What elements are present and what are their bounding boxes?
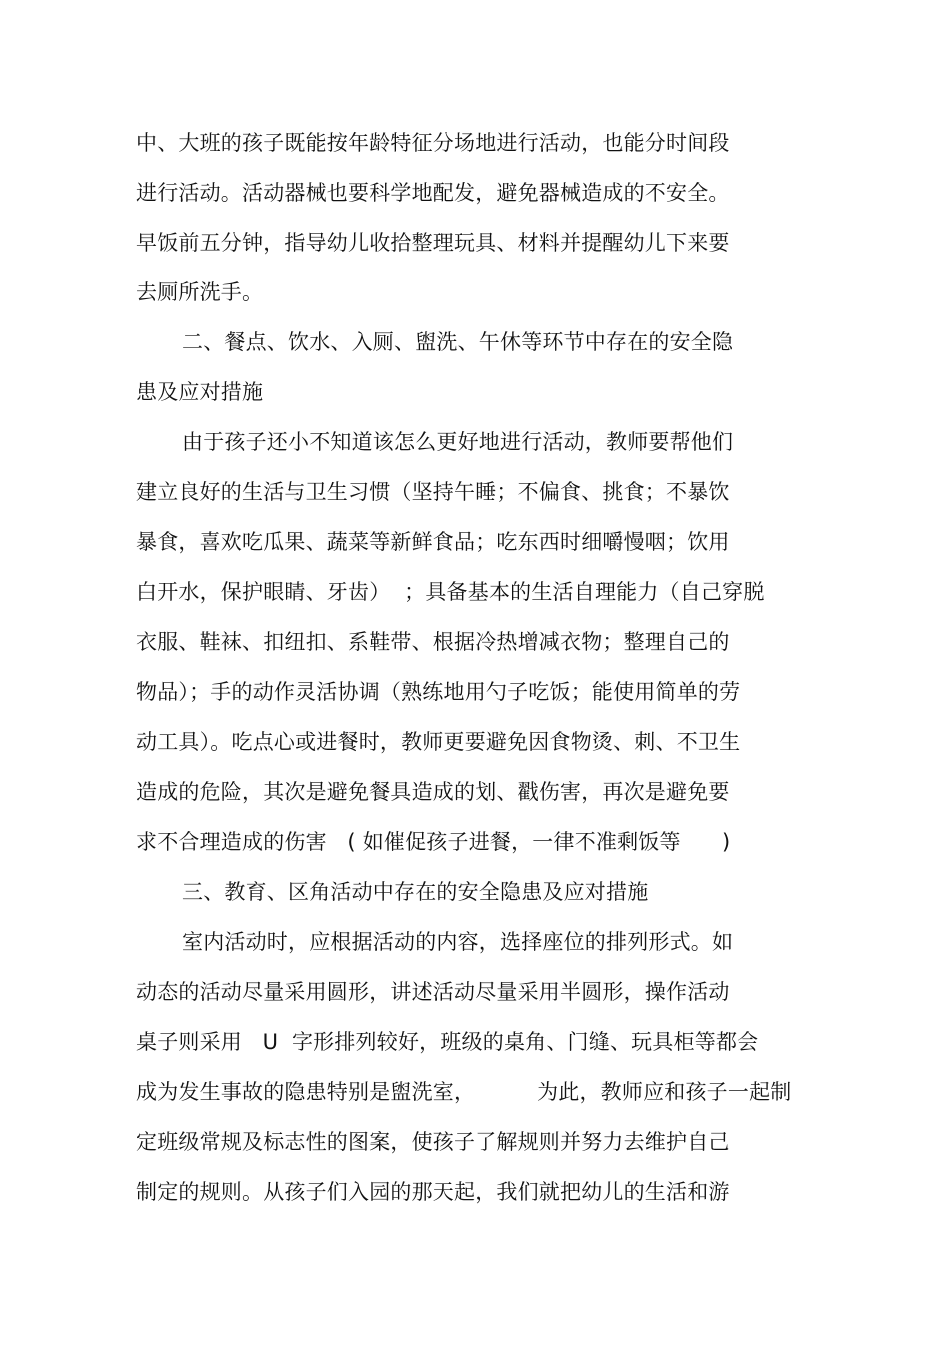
text-line: 白开水，保护眼睛、牙齿） ；具备基本的生活自理能力（自己穿脱: [136, 580, 765, 604]
text-line: 早饭前五分钟，指导幼儿收拾整理玩具、材料并提醒幼儿下来要: [136, 231, 730, 255]
section-heading-line: 三、教育、区角活动中存在的安全隐患及应对措施: [182, 880, 649, 904]
text-line: 定班级常规及标志性的图案，使孩子了解规则并努力去维护自己: [136, 1130, 730, 1154]
text-line: 由于孩子还小不知道该怎么更好地进行活动，教师要帮他们: [182, 430, 734, 454]
text-line: 造成的危险，其次是避免餐具造成的划、戳伤害，再次是避免要: [136, 780, 730, 804]
text-line: 衣服、鞋袜、扣纽扣、系鞋带、根据冷热增减衣物；整理自己的: [136, 630, 730, 654]
section-heading-line: 二、餐点、饮水、入厕、盥洗、午休等环节中存在的安全隐: [182, 330, 734, 354]
text-line: 物品）；手的动作灵活协调（熟练地用勺子吃饭；能使用简单的劳: [136, 680, 741, 704]
text-line: 中、大班的孩子既能按年龄特征分场地进行活动，也能分时间段: [136, 131, 730, 155]
text-line: 动工具）。吃点心或进餐时，教师更要避免因食物烫、刺、不卫生: [136, 730, 741, 754]
text-line: 桌子则采用 U 字形排列较好，班级的桌角、门缝、玩具柜等都会: [136, 1030, 759, 1054]
text-line: 建立良好的生活与卫生习惯（坚持午睡；不偏食、挑食；不暴饮: [136, 480, 730, 504]
text-line: 制定的规则。从孩子们入园的那天起，我们就把幼儿的生活和游: [136, 1180, 730, 1204]
text-line: 暴食，喜欢吃瓜果、蔬菜等新鲜食品；吃东西时细嚼慢咽；饮用: [136, 530, 730, 554]
text-line: 成为发生事故的隐患特别是盥洗室， 为此，教师应和孩子一起制: [136, 1080, 792, 1104]
text-line: 去厕所洗手。: [136, 280, 264, 304]
text-line: 室内活动时，应根据活动的内容，选择座位的排列形式。如: [182, 930, 734, 954]
text-line: 求不合理造成的伤害 ( 如催促孩子进餐，一律不准剩饭等 ): [136, 830, 731, 854]
section-heading-line: 患及应对措施: [136, 380, 264, 404]
text-line: 进行活动。活动器械也要科学地配发，避免器械造成的不安全。: [136, 181, 730, 205]
text-line: 动态的活动尽量采用圆形，讲述活动尽量采用半圆形，操作活动: [136, 980, 730, 1004]
